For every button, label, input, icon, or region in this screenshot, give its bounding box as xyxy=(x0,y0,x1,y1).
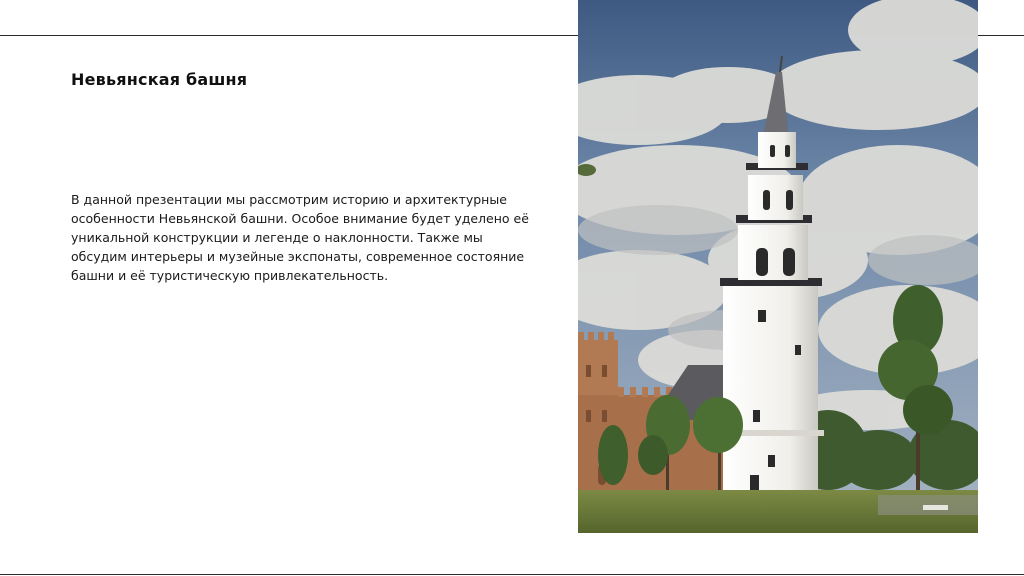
slide-title: Невьянская башня xyxy=(71,70,248,89)
tower-photo xyxy=(578,0,978,533)
bottom-divider xyxy=(0,574,1024,575)
slide-description: В данной презентации мы рассмотрим историю и архитектурные особенности Невьянской башни. Особое внимание будет уделено её уникальной конструкции и легенде о наклонности. Также мы обсудим интерьеры и музейные экспонаты, современное состояние башни и её туристическую привлекательность. xyxy=(71,192,529,283)
